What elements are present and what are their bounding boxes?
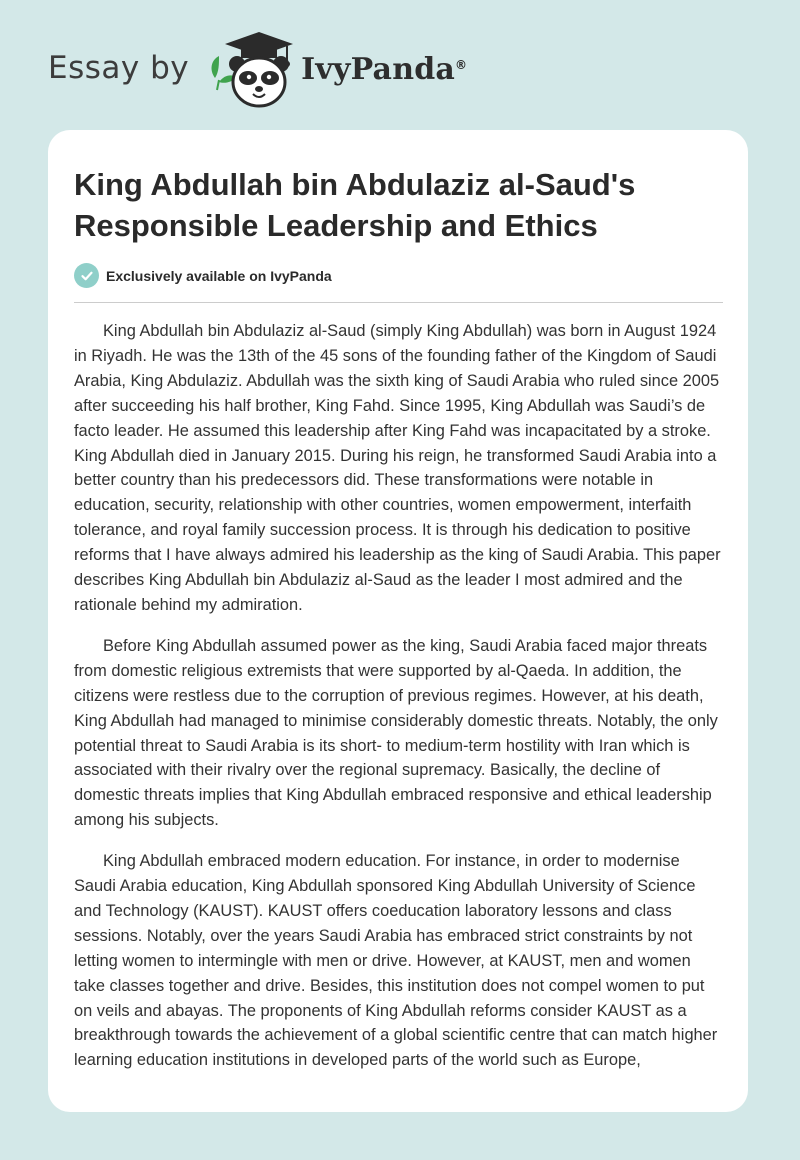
registered-mark: ® [455,57,468,72]
paragraph-1: King Abdullah bin Abdulaziz al-Saud (simply King Abdullah) was born in August 1924 in Riyadh. He was the 13th of the 45 sons of the founding father of the Kingdom of Saudi Arabia, King Abdulaziz. Abdullah was the sixth king of Saudi Arabia who ruled since 2005 after succeeding his half brother, King Fahd. Since 1995, King Abdullah was Saudi’s de facto leader. He assumed this leadership after King Fahd was incapacitated by a stroke. King Abdullah died in January 2015. During his reign, he transformed Saudi Arabia into a better country than his predecessors did. These transformations were notable in education, security, relationship with other countries, women empowerment, interfaith tolerance, and royal family succession process. It is through his dedication to positive reforms that I have always admired his leadership as the king of Saudi Arabia. This paper describes King Abdullah bin Abdulaziz al-Saud as the leader I most admired and the rationale behind my admiration. [74,322,721,614]
exclusive-label: Exclusively available on IvyPanda [106,267,332,284]
paragraph-3: King Abdullah embraced modern education. For instance, in order to modernise Saudi Arabia education, King Abdullah sponsored King Abdullah University of Science and Technology (KAUST). KAUST offers coeducation laboratory lessons and class sessions. Notably, over the years Saudi Arabia has embraced strict constraints by not letting women to intermingle with men or drive. However, at KAUST, men and women take classes together and drive. Besides, this institution does not compel women to put on veils and abayas. The proponents of King Abdullah reforms consider KAUST as a breakthrough towards the achievement of a global scientific centre that can match higher learning education institutions in developed parts of the world such as Europe, [74,852,718,1070]
brand-name[interactable] [301,52,467,87]
divider [74,302,723,303]
check-icon [74,263,99,288]
exclusive-badge [74,263,332,288]
panda-graduation-cap-icon[interactable] [207,30,299,110]
essay-card [48,130,748,1112]
essay-body [74,319,724,1089]
essay-title: King Abdullah bin Abdulaziz al-Saud's Responsible Leadership and Ethics [74,167,636,243]
essay-by-label: Essay by [48,50,190,86]
brand-name-text: IvyPanda [301,51,456,87]
paragraph-2: Before King Abdullah assumed power as the king, Saudi Arabia faced major threats from domestic religious extremists that were supported by al-Qaeda. In addition, the citizens were restless due to the corruption of previous regimes. However, at his death, King Abdullah had managed to minimise considerably domestic threats. Notably, the only potential threat to Saudi Arabia is its short- to medium-term hostility with Iran which is associated with their rivalry over the regional supremacy. Basically, the decline of domestic threats implies that King Abdullah embraced responsive and ethical leadership among his subjects. [74,636,718,830]
site-header [48,30,467,110]
